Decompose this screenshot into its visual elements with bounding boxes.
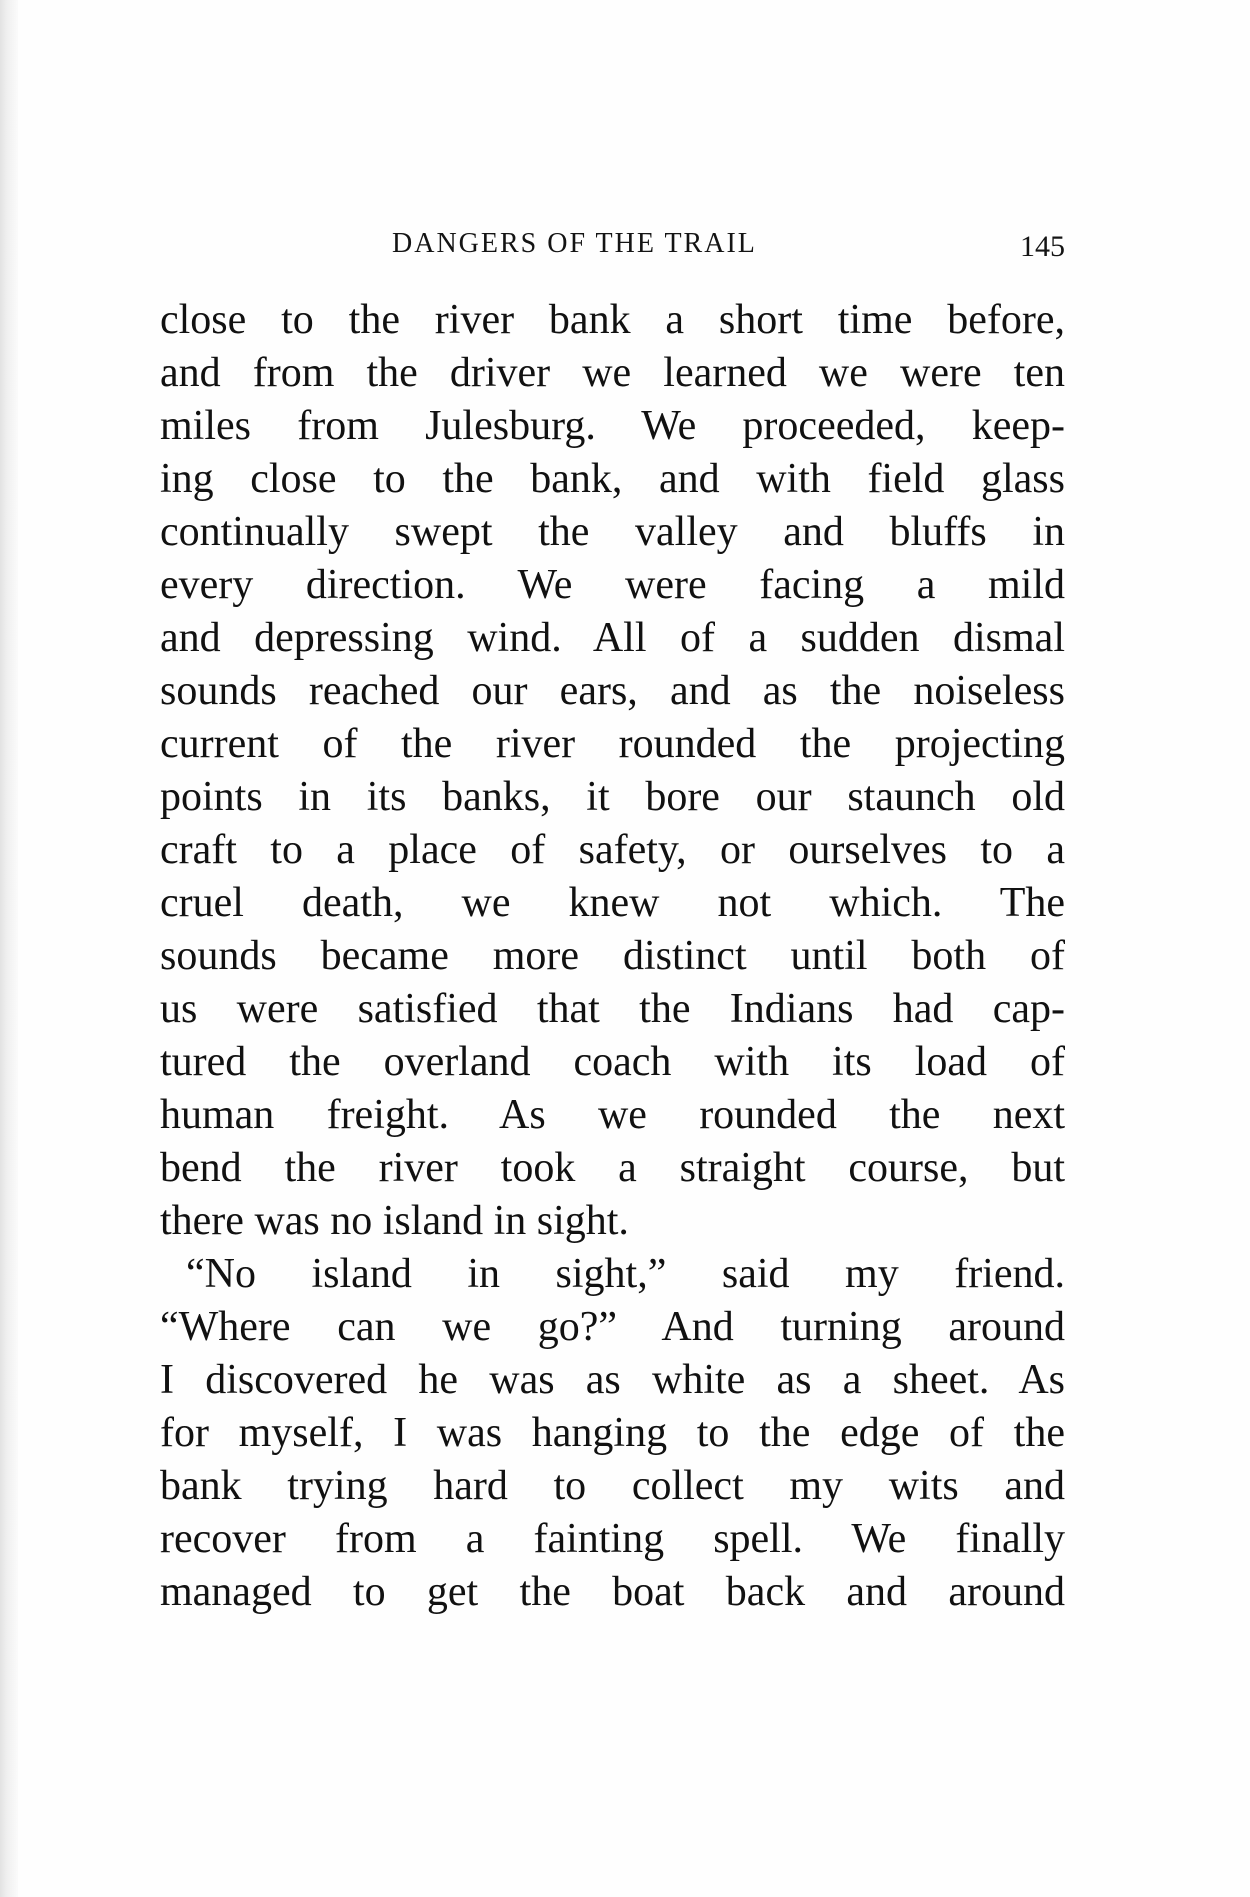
- text-line: bend the river took a straight course, but: [160, 1145, 1065, 1191]
- text-line: human freight. As we rounded the next: [160, 1092, 1065, 1138]
- text-line: current of the river rounded the projecting: [160, 721, 1065, 767]
- page-number: 145: [1020, 230, 1065, 263]
- text-line: and depressing wind. All of a sudden dismal: [160, 615, 1065, 661]
- text-line: sounds became more distinct until both of: [160, 933, 1065, 979]
- text-line: bank trying hard to collect my wits and: [160, 1463, 1065, 1509]
- body-text: [160, 294, 1065, 1619]
- text-line: craft to a place of safety, or ourselves to a: [160, 827, 1065, 873]
- text-line: close to the river bank a short time before,: [160, 297, 1065, 343]
- running-title: DANGERS OF THE TRAIL: [392, 228, 757, 259]
- running-head: [160, 228, 1065, 268]
- text-line: points in its banks, it bore our staunch old: [160, 774, 1065, 820]
- text-line: “Where can we go?” And turning around: [160, 1304, 1065, 1350]
- paragraph-start-line: “No island in sight,” said my friend.: [186, 1251, 1065, 1297]
- text-line: cruel death, we knew not which. The: [160, 880, 1065, 926]
- text-line: every direction. We were facing a mild: [160, 562, 1065, 608]
- page-edge-shadow: [0, 0, 18, 1897]
- text-line: I discovered he was as white as a sheet. As: [160, 1357, 1065, 1403]
- text-line: continually swept the valley and bluffs in: [160, 509, 1065, 555]
- text-line: ing close to the bank, and with field glass: [160, 456, 1065, 502]
- text-line: sounds reached our ears, and as the noiseless: [160, 668, 1065, 714]
- text-line: tured the overland coach with its load of: [160, 1039, 1065, 1085]
- text-line: and from the driver we learned we were ten: [160, 350, 1065, 396]
- text-line: managed to get the boat back and around: [160, 1569, 1065, 1615]
- text-line: us were satisfied that the Indians had cap-: [160, 986, 1065, 1032]
- text-line: miles from Julesburg. We proceeded, keep-: [160, 403, 1065, 449]
- paragraph-end-line: there was no island in sight.: [160, 1198, 629, 1244]
- text-line: recover from a fainting spell. We finally: [160, 1516, 1065, 1562]
- text-line: for myself, I was hanging to the edge of the: [160, 1410, 1065, 1456]
